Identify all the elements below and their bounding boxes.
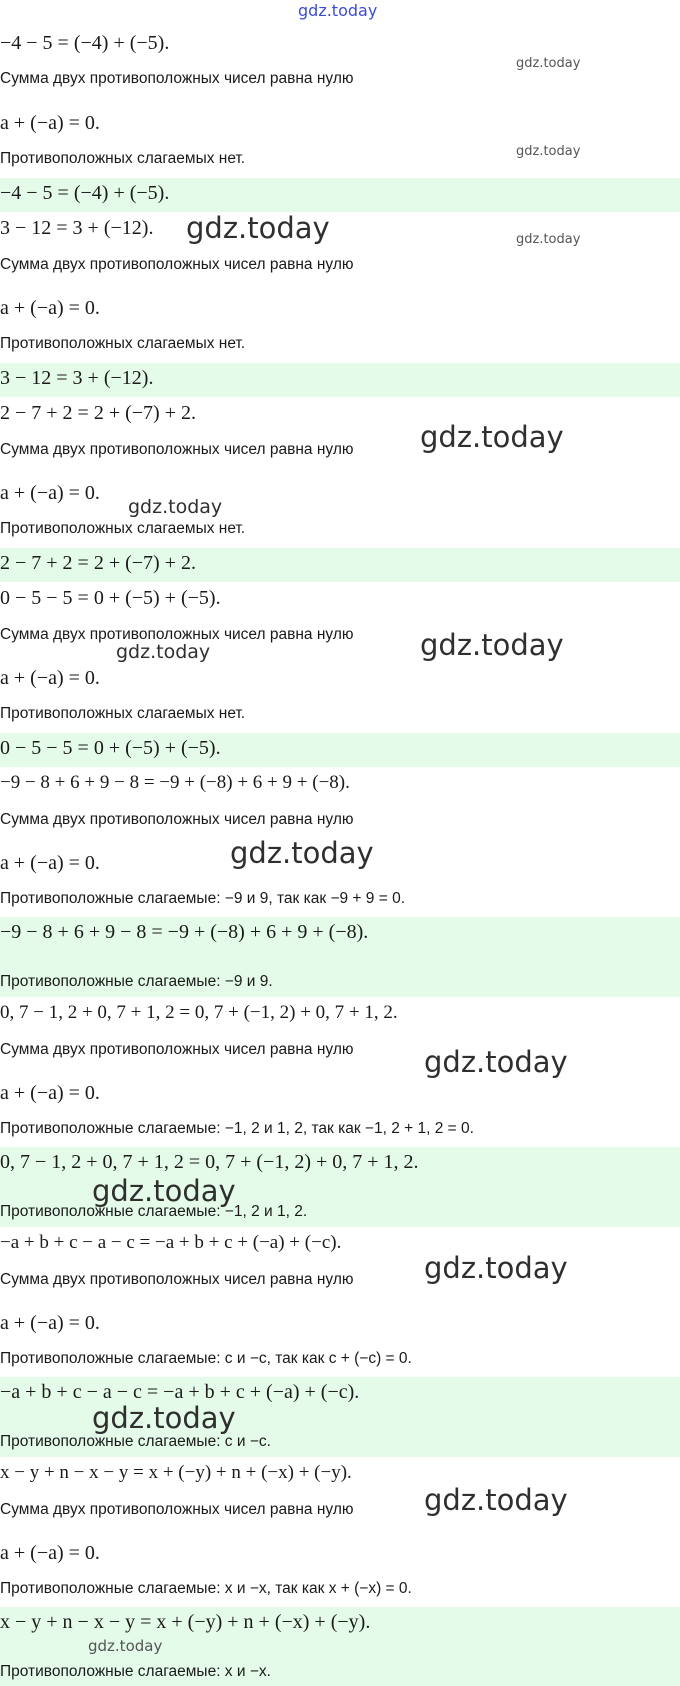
watermark: gdz.today [92, 1174, 236, 1208]
watermark: gdz.today [424, 1251, 568, 1285]
rule-caption: Сумма двух противоположных чисел равна нулю [0, 1271, 354, 1288]
answer-text: Противоположных слагаемых нет. [0, 150, 246, 167]
rule-caption: Сумма двух противоположных чисел равна нулю [0, 441, 354, 458]
expression: 3 − 12 = 3 + (−12). [0, 217, 154, 239]
watermark: gdz.today [516, 232, 581, 247]
watermark: gdz.today [186, 211, 330, 245]
expression: 0, 7 − 1, 2 + 0, 7 + 1, 2 = 0, 7 + (−1, 2) + 0, 7 + 1, 2. [0, 1002, 398, 1023]
answer-text: Противоположных слагаемых нет. [0, 335, 246, 352]
watermark: gdz.today [116, 641, 211, 663]
highlighted-expression: 0 − 5 − 5 = 0 + (−5) + (−5). [0, 737, 221, 759]
answer-text: Противоположные слагаемые: x и −x, так как x + (−x) = 0. [0, 1580, 412, 1597]
expression: 2 − 7 + 2 = 2 + (−7) + 2. [0, 402, 196, 424]
watermark: gdz.today [424, 1483, 568, 1517]
answer-final: Противоположные слагаемые: x и −x. [0, 1663, 271, 1680]
rule-caption: Сумма двух противоположных чисел равна нулю [0, 1041, 354, 1058]
rule-caption: Сумма двух противоположных чисел равна нулю [0, 811, 354, 828]
highlighted-expression: −4 − 5 = (−4) + (−5). [0, 182, 170, 204]
watermark: gdz.today [424, 1045, 568, 1079]
answer-text: Противоположные слагаемые: −1, 2 и 1, 2, так как −1, 2 + 1, 2 = 0. [0, 1120, 474, 1137]
expression: −4 − 5 = (−4) + (−5). [0, 32, 170, 54]
rule-formula: a + (−a) = 0. [0, 1312, 100, 1334]
rule-formula: a + (−a) = 0. [0, 297, 100, 319]
watermark: gdz.today [88, 1637, 163, 1655]
expression: x − y + n − x − y = x + (−y) + n + (−x) + (−y). [0, 1462, 352, 1483]
highlighted-expression: −9 − 8 + 6 + 9 − 8 = −9 + (−8) + 6 + 9 + (−8). [0, 921, 369, 943]
rule-formula: a + (−a) = 0. [0, 667, 100, 689]
rule-formula: a + (−a) = 0. [0, 1082, 100, 1104]
rule-formula: a + (−a) = 0. [0, 1542, 100, 1564]
watermark: gdz.today [516, 56, 581, 71]
answer-text: Противоположных слагаемых нет. [0, 705, 246, 722]
rule-caption: Сумма двух противоположных чисел равна нулю [0, 256, 354, 273]
expression: 0 − 5 − 5 = 0 + (−5) + (−5). [0, 587, 221, 609]
rule-caption: Сумма двух противоположных чисел равна нулю [0, 70, 354, 87]
highlighted-expression: −a + b + c − a − c = −a + b + c + (−a) + (−c). [0, 1381, 360, 1403]
answer-text: Противоположные слагаемые: c и −c, так как c + (−c) = 0. [0, 1350, 412, 1367]
answer-final: Противоположные слагаемые: −1, 2 и 1, 2. [0, 1203, 308, 1220]
rule-formula: a + (−a) = 0. [0, 852, 100, 874]
watermark: gdz.today [516, 144, 581, 159]
answer-text: Противоположные слагаемые: −9 и 9, так как −9 + 9 = 0. [0, 890, 405, 907]
watermark: gdz.today [92, 1401, 236, 1435]
highlighted-expression: 3 − 12 = 3 + (−12). [0, 367, 154, 389]
answer-final: Противоположные слагаемые: −9 и 9. [0, 973, 273, 990]
expression: −a + b + c − a − c = −a + b + c + (−a) + (−c). [0, 1232, 342, 1253]
highlighted-expression: x − y + n − x − y = x + (−y) + n + (−x) + (−y). [0, 1611, 371, 1633]
watermark: gdz.today [230, 836, 374, 870]
watermark: gdz.today [298, 1, 378, 20]
rule-caption: Сумма двух противоположных чисел равна нулю [0, 626, 354, 643]
expression: −9 − 8 + 6 + 9 − 8 = −9 + (−8) + 6 + 9 + (−8). [0, 772, 350, 793]
rule-caption: Сумма двух противоположных чисел равна нулю [0, 1501, 354, 1518]
answer-text: Противоположных слагаемых нет. [0, 520, 246, 537]
watermark: gdz.today [420, 628, 564, 662]
watermark: gdz.today [420, 420, 564, 454]
rule-formula: a + (−a) = 0. [0, 112, 100, 134]
answer-final: Противоположные слагаемые: c и −c. [0, 1433, 271, 1450]
watermark: gdz.today [128, 496, 223, 518]
highlighted-expression: 0, 7 − 1, 2 + 0, 7 + 1, 2 = 0, 7 + (−1, 2) + 0, 7 + 1, 2. [0, 1151, 419, 1173]
highlighted-expression: 2 − 7 + 2 = 2 + (−7) + 2. [0, 552, 196, 574]
rule-formula: a + (−a) = 0. [0, 482, 100, 504]
